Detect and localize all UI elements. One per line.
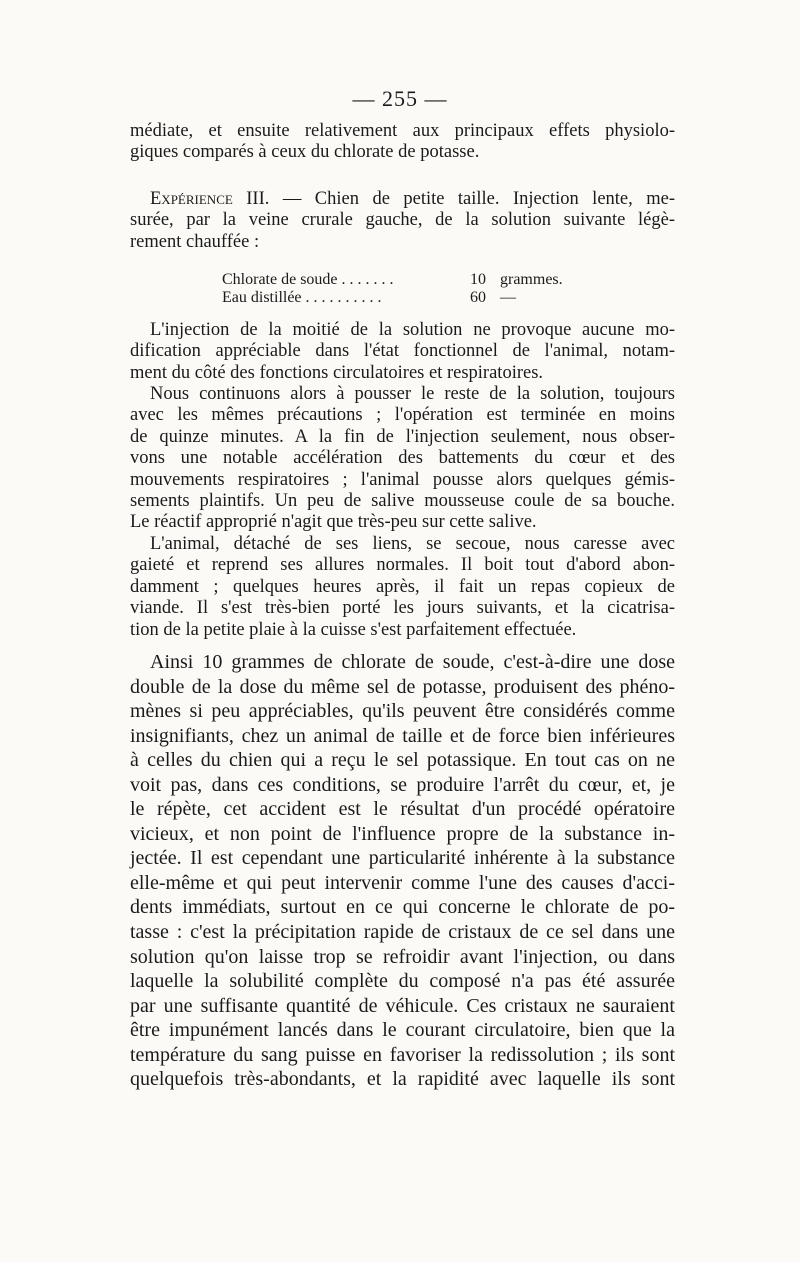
recipe-ingredient: Chlorate de soude . . . . . . . [222,271,394,288]
text-line: vons une notable accélération des battements du cœur et des [130,448,675,469]
text-line: par une suffisante quantité de véhicule. Ces cristaux ne sauraient [130,994,675,1017]
text-line: de quinze minutes. A la fin de l'injection seulement, nous obser- [130,426,675,447]
paragraph-2 [130,384,675,534]
recipe-amount: 60 [470,289,486,306]
text-line: tasse : c'est la précipitation rapide de cristaux de ce sel dans une [130,921,675,944]
text-line: Nous continuons alors à pousser le reste de la solution, toujours [150,384,675,404]
text-line: température du sang puisse en favoriser la redissolution ; ils sont [130,1043,675,1066]
text-line: voit pas, dans ces conditions, se produire l'arrêt du cœur, et, je [130,773,675,796]
text-line: laquelle la solubilité complète du composé n'a pas été assurée [130,970,675,993]
paragraph-3 [130,534,675,641]
paragraph-1 [130,320,675,384]
paragraph-4 [130,650,675,1092]
text-line: le répète, cet accident est le résultat d'un procédé opératoire [130,798,675,821]
text-line: médiate, et ensuite relativement aux principaux effets physiolo- [130,121,675,141]
experience-paragraph [130,189,675,253]
recipe-unit: grammes. [500,271,563,288]
experience-label: Expérience III. [150,189,270,209]
text-line: elle-même et qui peut intervenir comme l'une des causes d'acci- [130,871,675,894]
recipe-ingredient: Eau distillée . . . . . . . . . . [222,289,382,306]
text-line: rement chauffée : [130,231,260,252]
text-line: damment ; quelques heures après, il fait un repas copieux de [130,576,675,597]
recipe-unit: — [500,289,516,306]
text-line: viande. Il s'est très-bien porté les jours suivants, et la cicatrisa- [130,598,675,619]
recipe-row [222,289,563,307]
text-line: à celles du chien qui a reçu le sel potassique. En tout cas on ne [130,749,675,772]
text-line: Le réactif approprié n'agit que très-peu sur cette salive. [130,512,537,533]
text-line: avec les mêmes précautions ; l'opération est terminée en moins [130,405,675,426]
text-line: sements plaintifs. Un peu de salive mousseuse coule de sa bouche. [130,491,675,512]
text-line: tion de la petite plaie à la cuisse s'est parfaitement effectuée. [130,619,577,640]
recipe-table [222,271,563,307]
text-line: Ainsi 10 grammes de chlorate de soude, c'est-à-dire une dose [150,651,675,673]
text-line: mènes si peu appréciables, qu'ils peuvent être considérés comme [130,700,675,723]
page-number: — 255 — [352,86,448,111]
text-line: gaieté et reprend ses allures normales. Il boit tout d'abord abon- [130,555,675,576]
text-line: insignifiants, chez un animal de taille et de force bien inférieures [130,724,675,747]
text-line: Expérience III. — Chien de petite taille. Injection lente, me- [150,189,675,209]
text-line: L'animal, détaché de ses liens, se secoue, nous caresse avec [150,534,675,554]
text-line: solution qu'on laisse trop se refroidir avant l'injection, ou dans [130,945,675,968]
recipe-row [222,271,563,289]
text-line: vicieux, et non point de l'influence propre de la substance in- [130,822,675,845]
text-line: double de la dose du même sel de potasse, produisent des phéno- [130,675,675,698]
text-line: jectée. Il est cependant une particularité inhérente à la substance [130,847,675,870]
intro-text [130,121,675,164]
text-line: mouvements respiratoires ; l'animal pousse alors quelques gémis- [130,469,675,490]
text-line: surée, par la veine crurale gauche, de la solution suivante légè- [130,210,675,231]
text-line: quelquefois très-abondants, et la rapidité avec laquelle ils sont [130,1068,675,1091]
recipe-amount: 10 [470,271,486,288]
text-line: L'injection de la moitié de la solution ne provoque aucune mo- [150,320,675,340]
text-line: être impunément lancés dans le courant circulatoire, bien que la [130,1019,675,1042]
text-line: ment du côté des fonctions circulatoires et respiratoires. [130,362,544,383]
text-line: giques comparés à ceux du chlorate de potasse. [130,142,480,163]
text-line: dification appréciable dans l'état fonctionnel de l'animal, notam- [130,341,675,362]
text-line: dents immédiats, surtout en ce qui concerne le chlorate de po- [130,896,675,919]
